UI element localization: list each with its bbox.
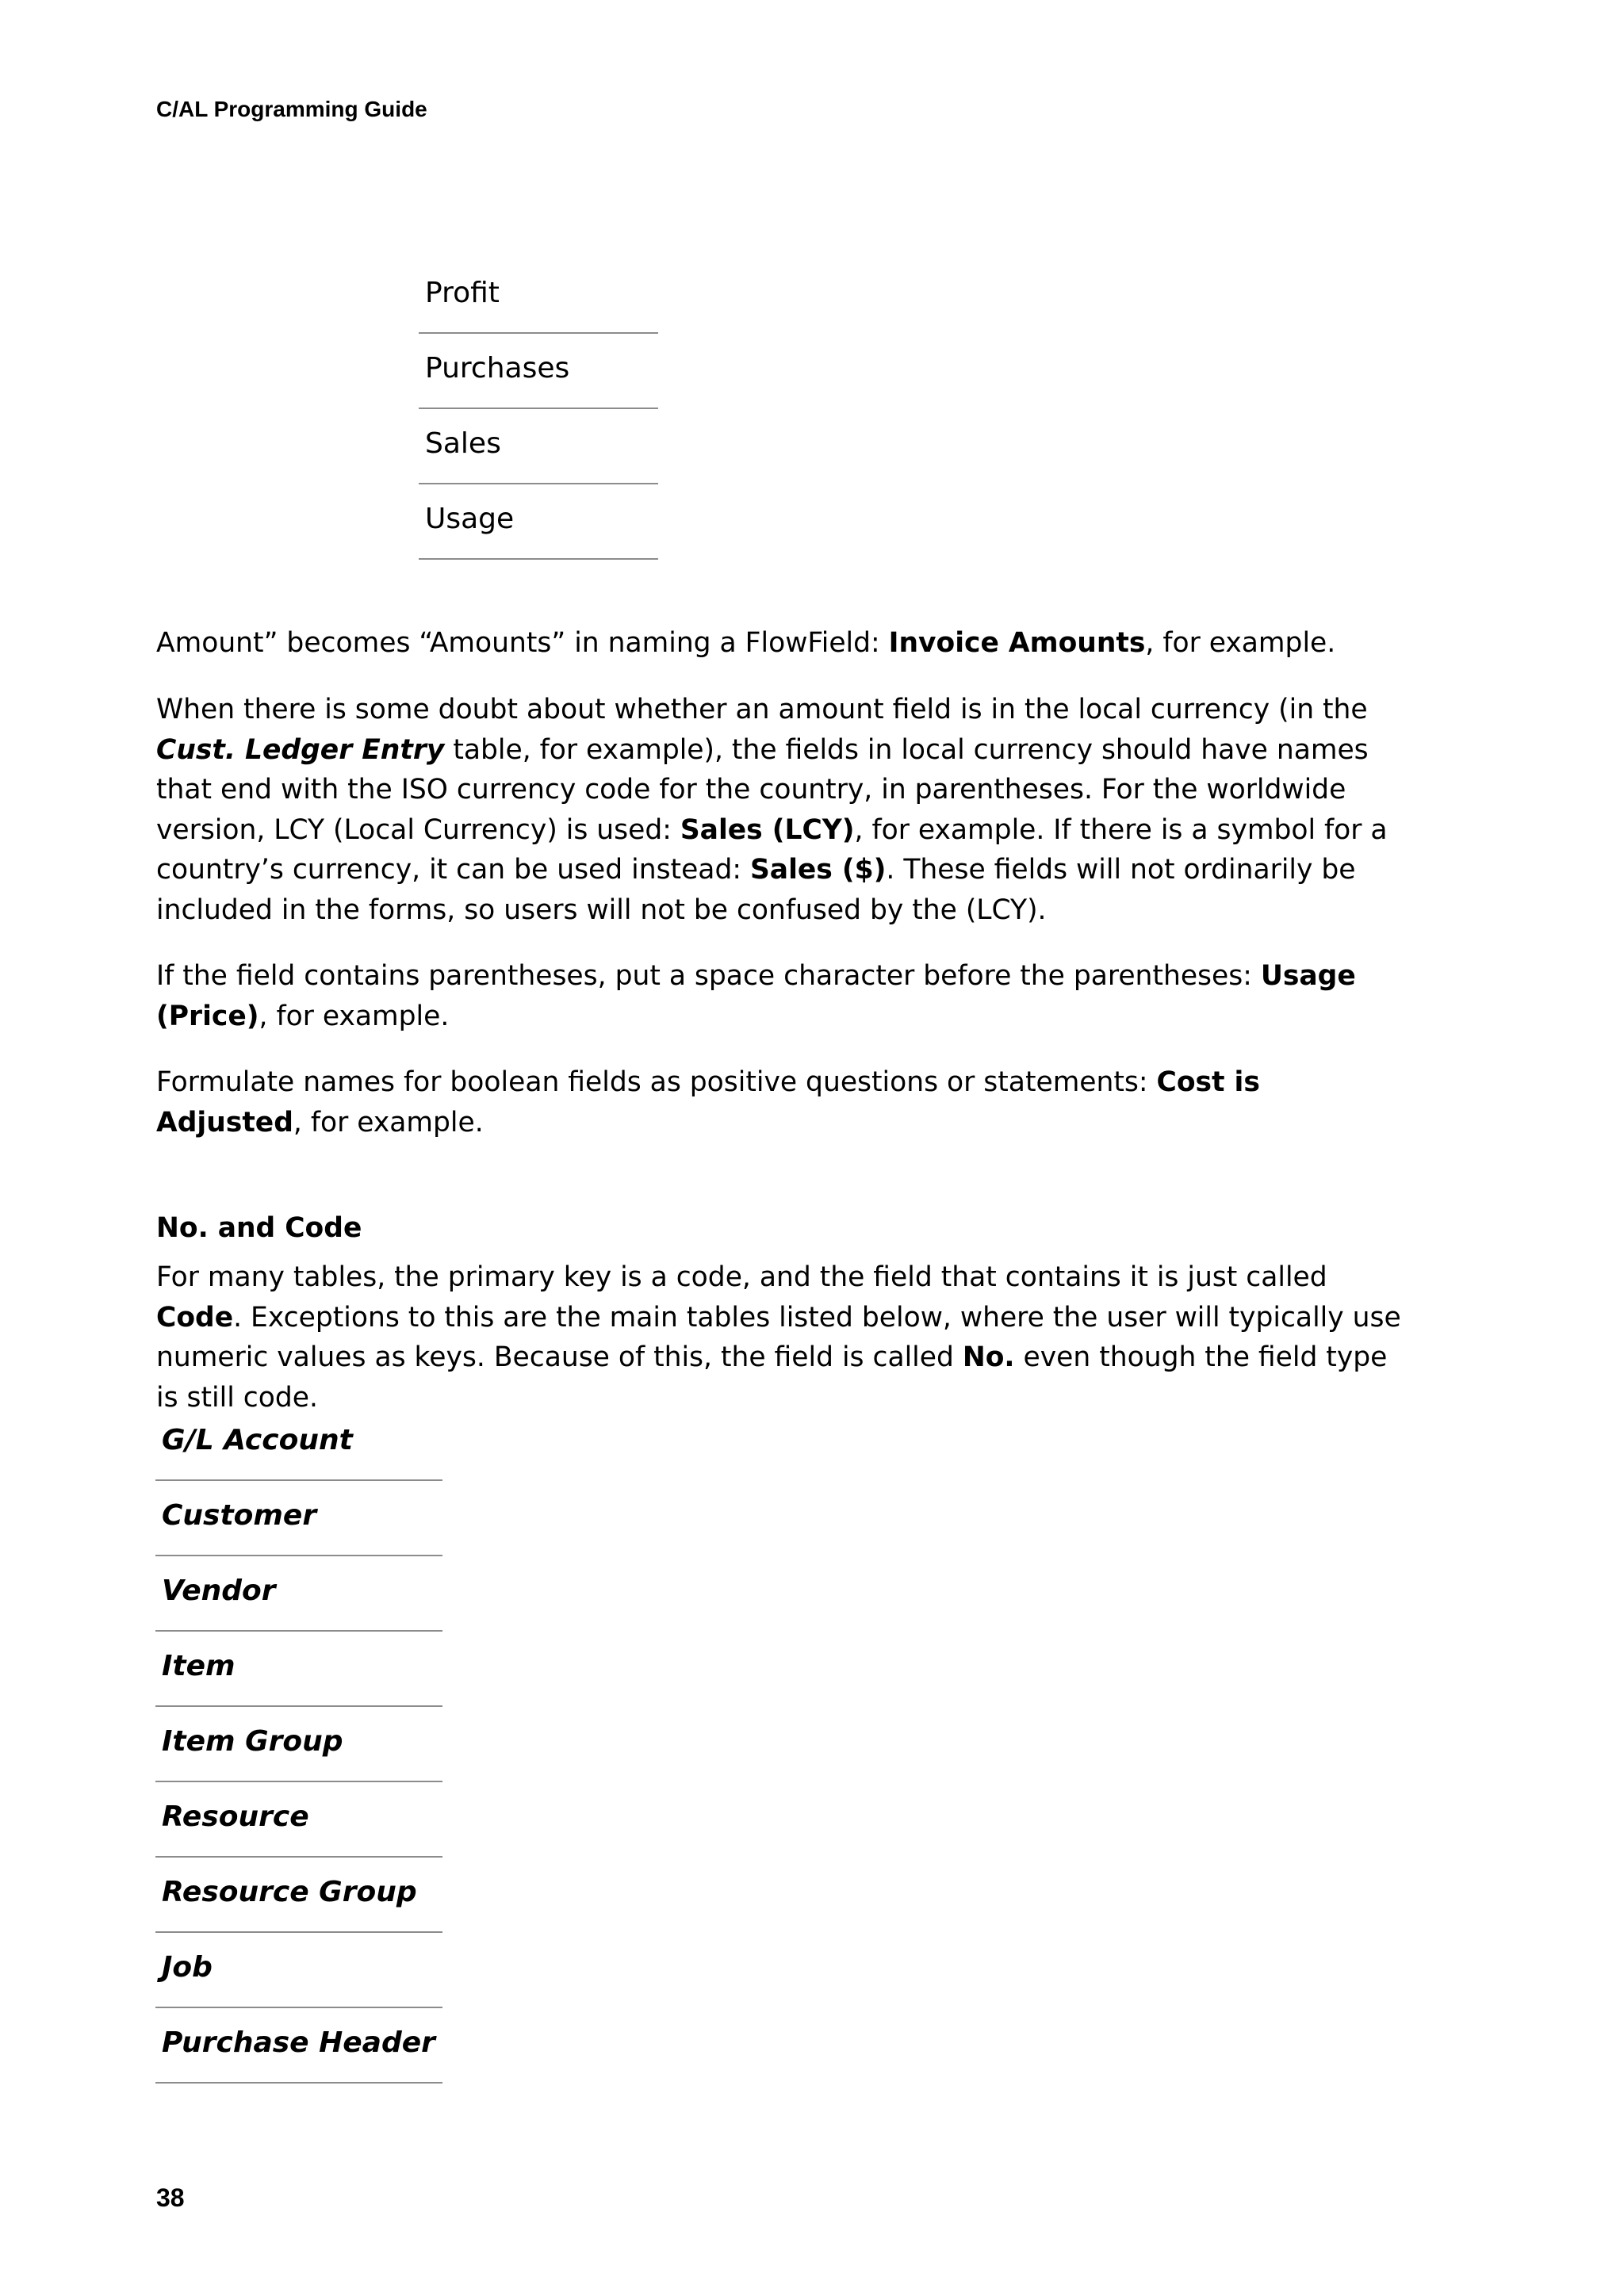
- main-tables-list: [155, 1405, 442, 2084]
- page-number: 38: [156, 2183, 185, 2212]
- list-row: [155, 1480, 442, 1556]
- text-run: . These fields will not ordinarily be included in the forms, so users will not be confused by the (LCY).: [156, 854, 1356, 926]
- list-row: [155, 1781, 442, 1857]
- text-run: , for example.: [293, 1106, 484, 1138]
- list-item: Job: [155, 1932, 442, 2007]
- paragraph-boolean-fields: [156, 1062, 1409, 1142]
- text-run: , for example.: [1145, 627, 1336, 659]
- list-item: Profit: [419, 258, 658, 333]
- list-item: Vendor: [155, 1556, 442, 1631]
- text-run: If the field contains parentheses, put a space character before the parentheses:: [156, 960, 1261, 992]
- text-run: When there is some doubt about whether an amount field is in the local currency (in the: [156, 694, 1368, 725]
- list-row: [155, 1857, 442, 1932]
- text-run: For many tables, the primary key is a code, and the field that contains it is just called: [156, 1261, 1327, 1293]
- list-row: [155, 1932, 442, 2007]
- text-run: Amount” becomes “Amounts” in naming a FlowField:: [156, 627, 889, 659]
- text-run: even though the field type is still code.: [156, 1341, 1388, 1414]
- bold-term: Sales (LCY): [680, 813, 855, 846]
- list-item: Resource Group: [155, 1857, 442, 1932]
- text-run: . Exceptions to this are the main tables listed below, where the user will typically use numeric values as keys. Because of this, the field is called: [156, 1301, 1401, 1373]
- text-run: , for example.: [259, 1000, 450, 1032]
- list-item: Purchase Header: [155, 2007, 442, 2083]
- list-item: Customer: [155, 1480, 442, 1556]
- list-row: [419, 333, 658, 408]
- list-item: Usage: [419, 484, 658, 559]
- running-header: C/AL Programming Guide: [156, 97, 427, 121]
- list-item: Resource: [155, 1781, 442, 1857]
- list-row: [155, 1556, 442, 1631]
- list-item: G/L Account: [155, 1405, 442, 1480]
- bold-term: Sales ($): [749, 854, 887, 886]
- bold-term: Cost is Adjusted: [156, 1066, 1260, 1138]
- text-run: table, for example), the fields in local currency should have names that end with the ISO currency code for the country, in parentheses. For the worldwide version, LCY (Local Currency) is used:: [156, 733, 1369, 846]
- bold-term: Usage (Price): [156, 960, 1356, 1032]
- section-heading: No. and Code: [156, 1212, 362, 1244]
- list-row: [155, 1405, 442, 1480]
- paragraph-primary-key: [156, 1257, 1409, 1418]
- table-name: Cust. Ledger Entry: [156, 733, 445, 766]
- list-item: Purchases: [419, 333, 658, 408]
- bold-term: No.: [962, 1341, 1015, 1373]
- list-row: [419, 258, 658, 333]
- field-suffix-list: [419, 258, 658, 560]
- list-row: [419, 408, 658, 484]
- list-item: Sales: [419, 408, 658, 484]
- paragraph-local-currency: [156, 690, 1409, 930]
- bold-term: Invoice Amounts: [888, 627, 1146, 659]
- list-row: [155, 1631, 442, 1706]
- paragraph-parentheses: [156, 956, 1409, 1036]
- text-run: Formulate names for boolean fields as positive questions or statements:: [156, 1066, 1157, 1098]
- list-row: [155, 1706, 442, 1781]
- list-row: [419, 484, 658, 559]
- list-item: Item: [155, 1631, 442, 1706]
- paragraph-amounts: [156, 623, 1409, 664]
- list-row: [155, 2007, 442, 2083]
- list-item: Item Group: [155, 1706, 442, 1781]
- text-run: , for example. If there is a symbol for a country’s currency, it can be used instead:: [156, 813, 1388, 886]
- bold-term: Code: [156, 1301, 234, 1334]
